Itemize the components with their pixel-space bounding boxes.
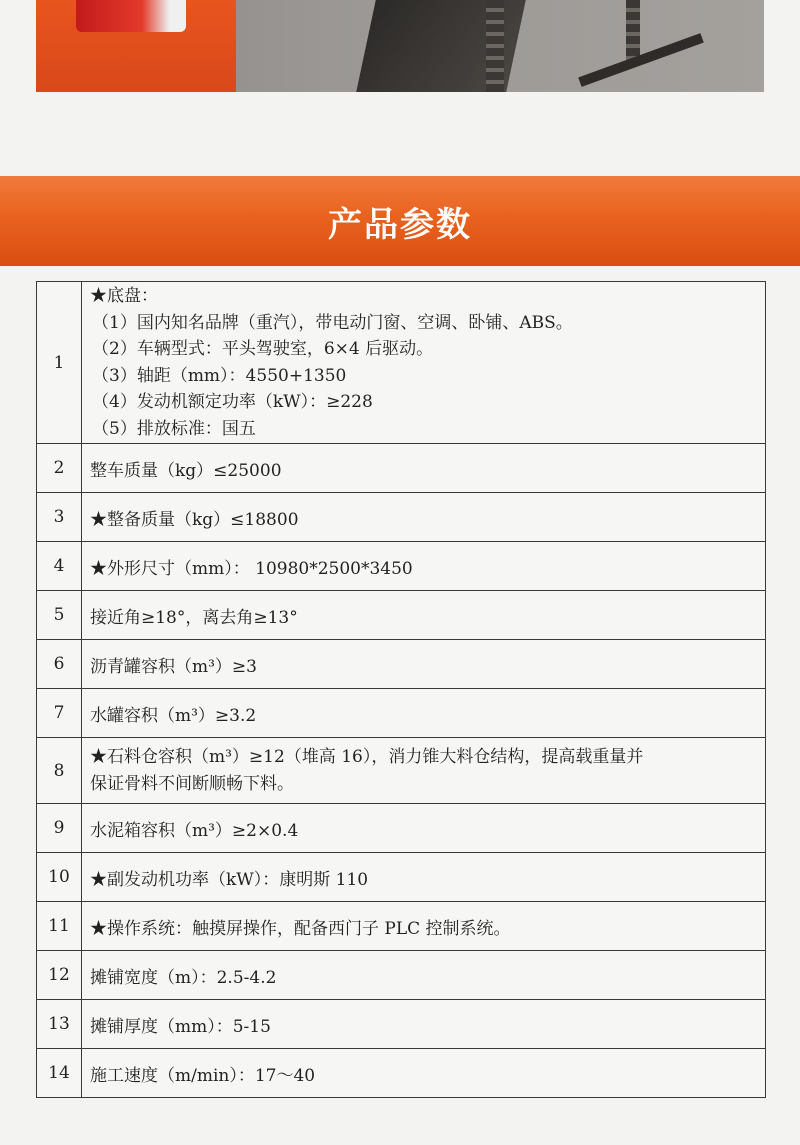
row-content: 摊铺厚度（mm）：5-15 xyxy=(82,1000,766,1049)
row-number: 7 xyxy=(37,689,82,738)
row-content xyxy=(82,738,766,804)
chain xyxy=(626,0,640,60)
table-row xyxy=(37,951,766,1000)
spec-line: ★底盘： xyxy=(90,286,158,306)
spec-line: ★石料仓容积（m³）≥12（堆高 16），消力锥大料仓结构，提高载重量并 xyxy=(90,747,644,767)
table-row xyxy=(37,542,766,591)
row-number: 8 xyxy=(37,738,82,804)
spec-line: （4）发动机额定功率（kW）：≥228 xyxy=(92,392,373,412)
handle-bar xyxy=(578,33,704,87)
spec-line: （2）车辆型式：平头驾驶室，6×4 后驱动。 xyxy=(92,339,434,359)
section-banner xyxy=(0,176,800,266)
table-row xyxy=(37,493,766,542)
table-row xyxy=(37,1000,766,1049)
row-number: 14 xyxy=(37,1049,82,1098)
row-content: 施工速度（m/min）：17～40 xyxy=(82,1049,766,1098)
tail-lamp xyxy=(76,0,186,32)
row-number: 4 xyxy=(37,542,82,591)
product-photo xyxy=(36,0,764,92)
row-content: 接近角≥18°，离去角≥13° xyxy=(82,591,766,640)
row-content xyxy=(82,282,766,444)
row-content: 水泥箱容积（m³）≥2×0.4 xyxy=(82,804,766,853)
row-content: ★操作系统：触摸屏操作，配备西门子 PLC 控制系统。 xyxy=(82,902,766,951)
table-row xyxy=(37,902,766,951)
table-row xyxy=(37,444,766,493)
row-number: 3 xyxy=(37,493,82,542)
table-row xyxy=(37,640,766,689)
row-content: ★副发动机功率（kW）：康明斯 110 xyxy=(82,853,766,902)
row-number: 10 xyxy=(37,853,82,902)
spec-line: （5）排放标准：国五 xyxy=(92,418,256,439)
table-row xyxy=(37,1049,766,1098)
row-number: 5 xyxy=(37,591,82,640)
row-content: 水罐容积（m³）≥3.2 xyxy=(82,689,766,738)
spec-line: 保证骨料不间断顺畅下料。 xyxy=(90,773,294,794)
row-content: 整车质量（kg）≤25000 xyxy=(82,444,766,493)
row-content: ★外形尺寸（mm）： 10980*2500*3450 xyxy=(82,542,766,591)
spec-line: （1）国内知名品牌（重汽），带电动门窗、空调、卧铺、ABS。 xyxy=(92,312,573,333)
row-content: 沥青罐容积（m³）≥3 xyxy=(82,640,766,689)
table-row xyxy=(37,738,766,804)
row-content: 摊铺宽度（m）：2.5-4.2 xyxy=(82,951,766,1000)
table-row xyxy=(37,689,766,738)
row-content: ★整备质量（kg）≤18800 xyxy=(82,493,766,542)
row-number: 13 xyxy=(37,1000,82,1049)
row-number: 11 xyxy=(37,902,82,951)
table-row xyxy=(37,591,766,640)
row-number: 1 xyxy=(37,282,82,444)
chain xyxy=(486,0,504,92)
row-number: 6 xyxy=(37,640,82,689)
spec-line: （3）轴距（mm）：4550+1350 xyxy=(92,365,347,386)
section-title: 产品参数 xyxy=(328,204,472,245)
table-row xyxy=(37,804,766,853)
table-row xyxy=(37,282,766,444)
spec-table xyxy=(36,281,766,1098)
table-row xyxy=(37,853,766,902)
row-number: 9 xyxy=(37,804,82,853)
row-number: 2 xyxy=(37,444,82,493)
row-number: 12 xyxy=(37,951,82,1000)
